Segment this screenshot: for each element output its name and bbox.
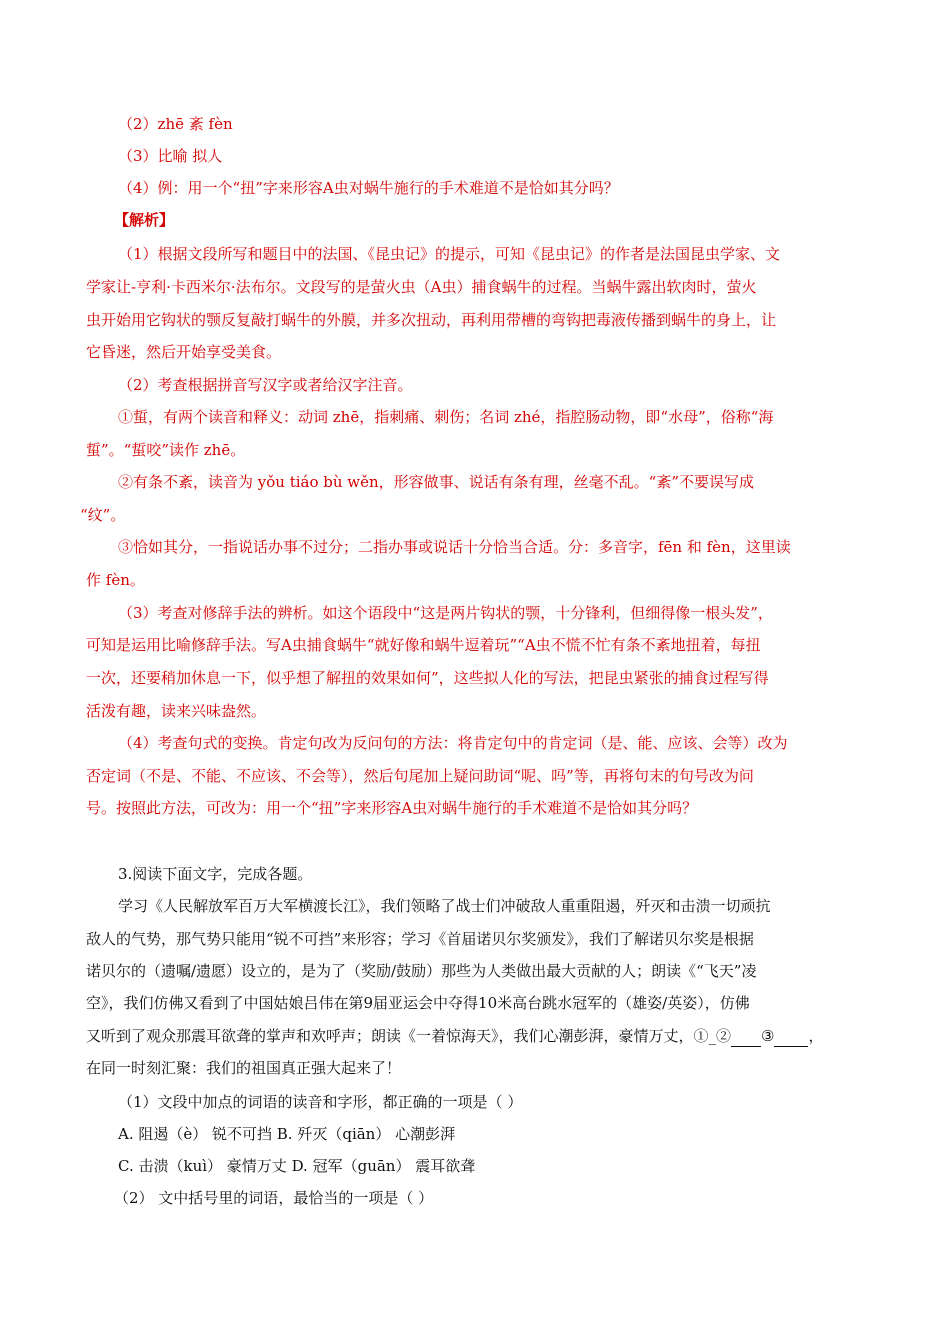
analysis-1-line-3: 虫开始用它钩状的颚反复敲打蜗牛的外膜，并多次扭动，再利用带槽的弯钩把毒液传播到蜗牛的身上，让 [86,311,777,329]
sub-question-2: （2） 文中括号里的词语，最恰当的一项是（ ） [114,1189,434,1207]
options-c-d: C. 击溃（kuì） 豪情万丈 D. 冠军（guān） 震耳欲聋 [118,1157,476,1175]
analysis-3-line-2: 可知是运用比喻修辞手法。写A虫捕食蜗牛“就好像和蜗牛逗着玩”“A虫不慌不忙有条不紊地扭着，每扭 [86,636,761,654]
analysis-2c-line-1: ③恰如其分，一指说话办事不过分；二指办事或说话十分恰当合适。分：多音字，fēn 和 fèn，这里读 [118,538,791,556]
blank-2[interactable] [731,1026,761,1047]
options-a-b: A. 阻遏（è） 锐不可挡 B. 歼灭（qiān） 心潮彭湃 [118,1125,456,1143]
passage-line-1: 学习《人民解放军百万大军横渡长江》，我们领略了战士们冲破敌人重重阻遏，歼灭和击溃一切顽抗 [118,897,771,915]
analysis-3-line-1: （3）考查对修辞手法的辨析。如这个语段中“这是两片钩状的颚，十分锋利，但细得像一根头发”， [118,604,773,622]
analysis-3-line-3: 一次，还要稍加休息一下，似乎想了解扭的效果如何”，这些拟人化的写法，把昆虫紧张的捕食过程写得 [86,669,769,687]
sub-question-1: （1）文段中加点的词语的读音和字形，都正确的一项是（ ） [118,1093,523,1111]
analysis-2-line-1: （2）考查根据拼音写汉字或者给汉字注音。 [118,376,413,394]
analysis-4-line-3: 号。按照此方法，可改为：用一个“扭”字来形容A虫对蜗牛施行的手术难道不是恰如其分吗？ [86,799,698,817]
analysis-2a-line-1: ①蜇，有两个读音和释义：动词 zhē，指刺痛、刺伤；名词 zhé，指腔肠动物，即“水母”，俗称“海 [118,408,774,426]
analysis-1-line-4: 它昏迷，然后开始享受美食。 [86,343,282,361]
passage-line-2: 敌人的气势，那气势只能用“锐不可挡”来形容；学习《首届诺贝尔奖颁发》，我们了解诺贝尔奖是根据 [86,930,754,948]
question-3-title: 3.阅读下面文字，完成各题。 [118,865,313,883]
passage-line-5-marker: ③ [761,1027,775,1045]
answer-3: （3）比喻 拟人 [118,147,223,165]
passage-line-6: 在同一时刻汇聚：我们的祖国真正强大起来了！ [86,1059,402,1077]
passage-line-4: 空》，我们仿佛又看到了中国姑娘吕伟在第9届亚运会中夺得10米高台跳水冠军的（雄姿/英姿），仿佛 [86,994,750,1012]
analysis-2b-line-1: ②有条不紊，读音为 yǒu tiáo bù wěn，形容做事、说话有条有理，丝毫不乱。“紊”不要误写成 [118,473,755,491]
analysis-heading: 【解析】 [114,211,175,229]
analysis-2b-line-2: “纹”。 [80,506,126,524]
passage-line-5-end: ， [808,1027,824,1045]
analysis-4-line-1: （4）考查句式的变换。肯定句改为反问句的方法：将肯定句中的肯定词（是、能、应该、会等）改为 [118,734,788,752]
analysis-2a-line-2: 蜇”。“蜇咬”读作 zhē。 [86,441,246,459]
passage-line-3: 诺贝尔的（遗嘱/遗愿）设立的，是为了（奖励/鼓励）那些为人类做出最大贡献的人；朗读《“飞天”凌 [86,962,757,980]
analysis-1-line-1: （1）根据文段所写和题目中的法国、《昆虫记》的提示，可知《昆虫记》的作者是法国昆虫学家、文 [118,245,781,263]
passage-line-5 [86,1026,823,1047]
blank-3[interactable] [774,1026,808,1047]
analysis-3-line-4: 活泼有趣，读来兴味盎然。 [86,702,267,720]
analysis-4-line-2: 否定词（不是、不能、不应该、不会等），然后句尾加上疑问助词“呢、吗”等，再将句末的句号改为问 [86,767,754,785]
answer-4: （4）例：用一个“扭”字来形容A虫对蜗牛施行的手术难道不是恰如其分吗？ [118,179,619,197]
analysis-1-line-2: 学家让-亨利·卡西米尔·法布尔。文段写的是萤火虫（A虫）捕食蜗牛的过程。当蜗牛露出软肉时，萤火 [86,278,757,296]
analysis-2c-line-2: 作 fèn。 [86,571,145,589]
passage-line-5-text: 又听到了观众那震耳欲聋的掌声和欢呼声；朗读《一着惊海天》，我们心潮彭湃，豪情万丈，①_② [86,1027,732,1045]
answer-2: （2）zhē 紊 fèn [118,115,233,133]
